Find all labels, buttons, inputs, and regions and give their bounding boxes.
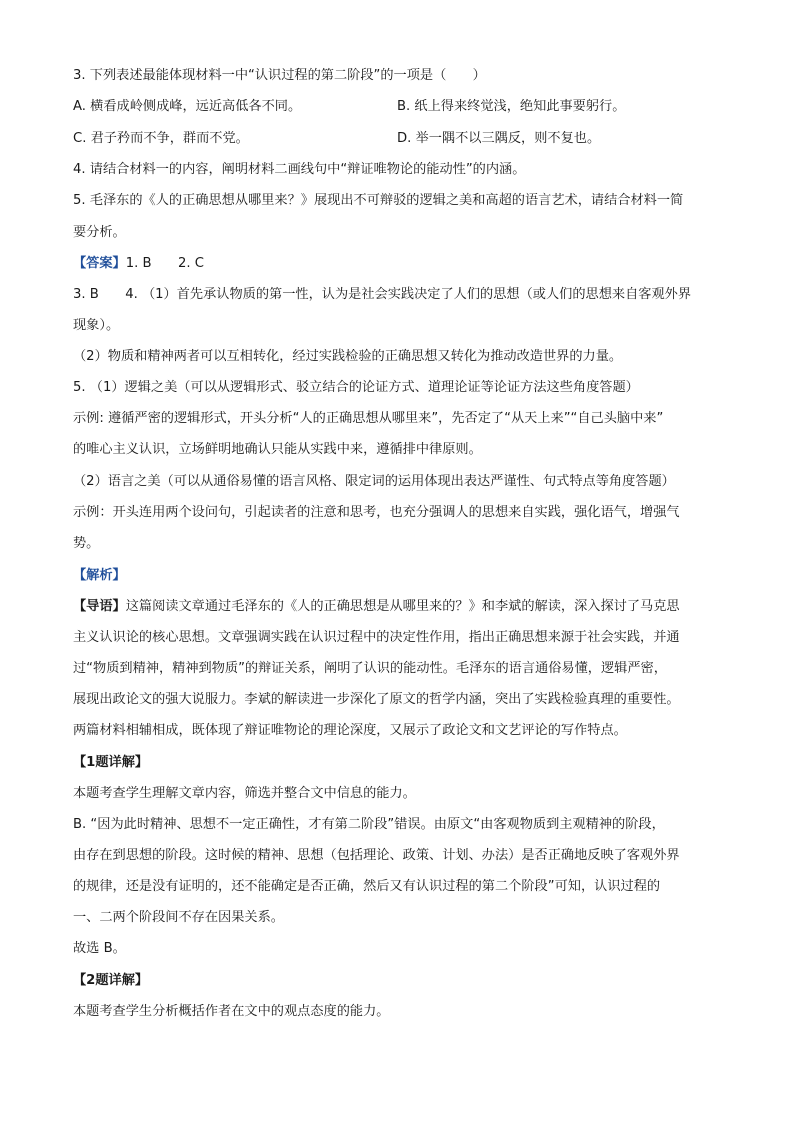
question3-option-d: D. 举一隅不以三隅反，则不复也。 xyxy=(397,131,601,146)
guide-line1 xyxy=(73,597,733,617)
guide-line3: 过“物质到精神，精神到物质”的辩证关系，阐明了认识的能动性。毛泽东的语言通俗易懂，逻辑严密， xyxy=(73,661,667,676)
guide-label: 【导语】 xyxy=(73,599,126,614)
answer-line5: 5. （1）逻辑之美（可以从逻辑形式、驳立结合的论证方式、道理论证等论证方法这些角度答题） xyxy=(73,380,639,395)
q2-line1: 本题考查学生分析概括作者在文中的观点态度的能力。 xyxy=(73,1004,390,1019)
analysis-label-line xyxy=(73,566,733,586)
answer-line8: （2）语言之美（可以从通俗易懂的语言风格、限定词的运用体现出表达严谨性、句式特点等角度答题） xyxy=(73,474,675,489)
answer-line9: 示例：开头连用两个设问句，引起读者的注意和思考，也充分强调人的思想来自实践，强化语气，增强气 xyxy=(73,505,680,520)
q1-line3: 由存在到思想的阶段。这时候的精神、思想（包括理论、政策、计划、办法）是否正确地反映了客观外界 xyxy=(73,848,680,863)
answer-line3: 现象）。 xyxy=(73,318,120,333)
guide-line4: 展现出政论文的强大说服力。李斌的解读进一步深化了原文的哲学内涵，突出了实践检验真理的重要性。 xyxy=(73,692,680,707)
question3-option-a: A. 横看成岭侧成峰，远近高低各不同。 xyxy=(73,99,302,114)
question5-stem-line2: 要分析。 xyxy=(73,225,126,240)
answer-line7: 的唯心主义认识，立场鲜明地确认只能从实践中来，遵循排中律原则。 xyxy=(73,442,482,457)
answer-text-1: 1. B 2. C xyxy=(125,256,204,271)
analysis-label: 【解析】 xyxy=(73,568,126,583)
q1-line2: B. “因为此时精神、思想不一定正确性，才有第二阶段”错误。由原文“由客观物质到主观精神的阶段， xyxy=(73,817,665,832)
q1-detail-label-text: 【1题详解】 xyxy=(73,755,149,770)
q1-line4: 的规律，还是没有证明的，还不能确定是否正确，然后又有认识过程的第二个阶段”可知，认识过程的 xyxy=(73,879,661,894)
answer-line4: （2）物质和精神两者可以互相转化，经过实践检验的正确思想又转化为推动改造世界的力量。 xyxy=(73,349,623,364)
q1-line5: 一、二两个阶段间不存在因果关系。 xyxy=(73,910,284,925)
answer-line1 xyxy=(73,254,733,274)
question4-stem: 4. 请结合材料一的内容，阐明材料二画线句中“辩证唯物论的能动性”的内涵。 xyxy=(73,162,526,177)
answer-line2: 3. B 4. （1）首先承认物质的第一性，认为是社会实践决定了人们的思想（或人们的思想来自客观外界 xyxy=(73,287,692,302)
guide-line2: 主义认识论的核心思想。文章强调实践在认识过程中的决定性作用，指出正确思想来源于社会实践，并通 xyxy=(73,630,680,645)
q1-detail-label xyxy=(73,753,733,773)
q2-detail-label xyxy=(73,971,733,991)
guide-text-1: 这篇阅读文章通过毛泽东的《人的正确思想是从哪里来的？》和李斌的解读，深入探讨了马克思 xyxy=(125,599,680,614)
q1-line1: 本题考查学生理解文章内容，筛选并整合文中信息的能力。 xyxy=(73,786,416,801)
question3-option-c: C. 君子矜而不争，群而不党。 xyxy=(73,131,249,146)
guide-line5: 两篇材料相辅相成，既体现了辩证唯物论的理论深度，又展示了政论文和文艺评论的写作特点。 xyxy=(73,723,627,738)
q1-line6: 故选 B。 xyxy=(73,941,126,956)
answer-line6: 示例: 遵循严密的逻辑形式，开头分析“人的正确思想从哪里来”，先否定了“从天上来”“自己头脑中来” xyxy=(73,411,664,426)
q2-detail-label-text: 【2题详解】 xyxy=(73,973,149,988)
answer-label: 【答案】 xyxy=(73,256,126,271)
answer-line10: 势。 xyxy=(73,536,100,551)
question3-stem: 3. 下列表述最能体现材料一中“认识过程的第二阶段”的一项是（ ） xyxy=(73,68,486,83)
question5-stem-line1: 5. 毛泽东的《人的正确思想从哪里来？》展现出不可辩驳的逻辑之美和高超的语言艺术，请结合材料一简 xyxy=(73,193,684,208)
question3-option-b: B. 纸上得来终觉浅，绝知此事要躬行。 xyxy=(397,99,626,114)
